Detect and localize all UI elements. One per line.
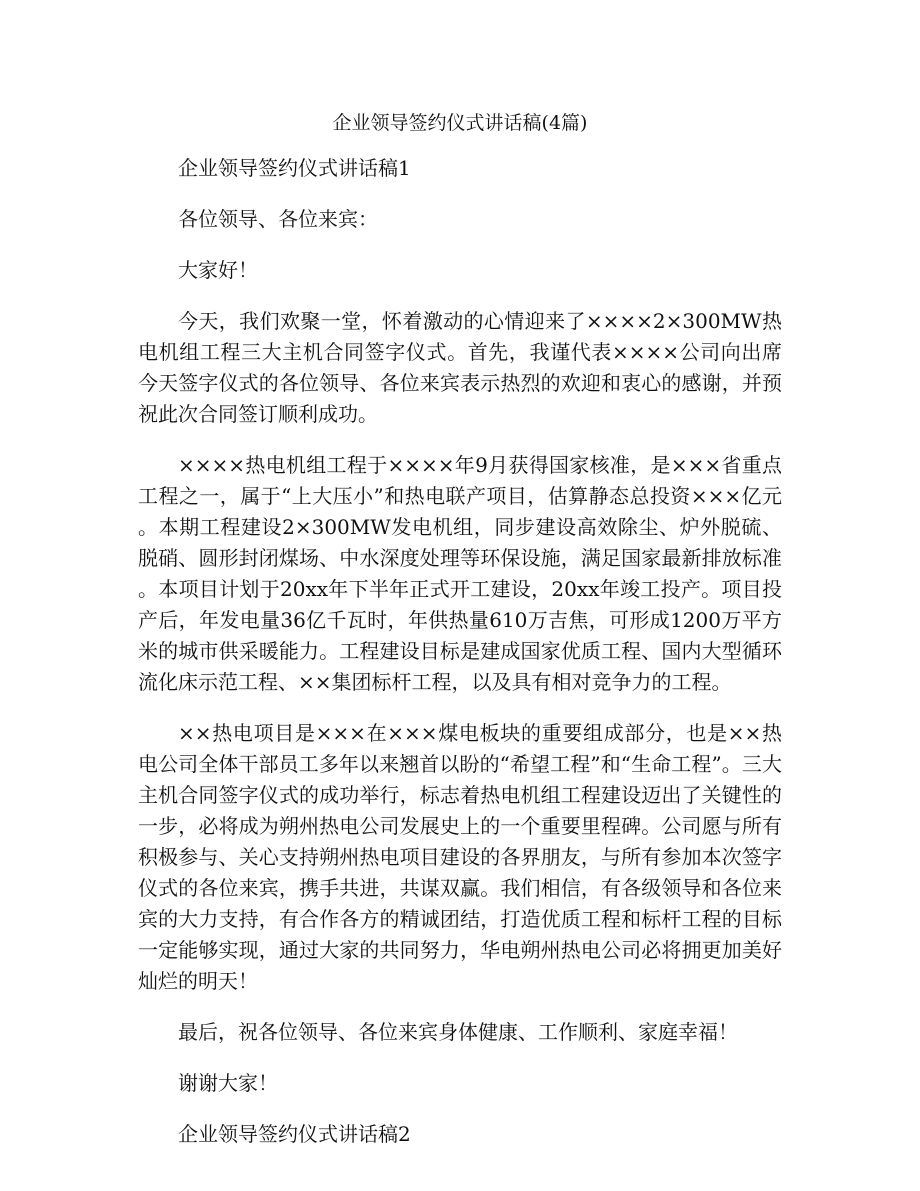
- greeting: 大家好！: [178, 258, 258, 282]
- paragraph-significance: ××热电项目是×××在×××煤电板块的重要组成部分，也是××热电公司全体干部员工多年以来翘首以盼的“希望工程”和“生命工程”。三大主机合同签字仪式的成功举行，标志着热电机组工程建设迈出了关键性的一步，必将成为朔州热电公司发展史上的一个重要里程碑。公司愿与所有积极参与、关心支持朔州热电项目建设的各界朋友，与所有参加本次签字仪式的各位来宾，携手共进，共谋双赢。我们相信，有各级领导和各位来宾的大力支持，有合作各方的精诚团结，打造优质工程和标杆工程的目标一定能够实现，通过大家的共同努力，华电朔州热电公司必将拥更加美好灿烂的明天！: [138, 721, 782, 993]
- paragraph-closing-wishes: 最后，祝各位领导、各位来宾身体健康、工作顺利、家庭幸福！: [178, 1020, 738, 1044]
- paragraph-thanks: 谢谢大家！: [178, 1071, 278, 1095]
- section-heading-1: 企业领导签约仪式讲话稿1: [178, 156, 411, 180]
- paragraph-opening: 今天，我们欢聚一堂，怀着激动的心情迎来了××××2×300MW热电机组工程三大主机合同签字仪式。首先，我谨代表××××公司向出席今天签字仪式的各位领导、各位来宾表示热烈的欢迎和衷心的感谢，并预祝此次合同签订顺利成功。: [138, 309, 782, 426]
- document-title: 企业领导签约仪式讲话稿(4篇): [332, 112, 588, 134]
- paragraph-project-overview: ××××热电机组工程于××××年9月获得国家核准，是×××省重点工程之一，属于“上大压小”和热电联产项目，估算静态总投资×××亿元。本期工程建设2×300MW发电机组，同步建设高效除尘、炉外脱硫、脱硝、圆形封闭煤场、中水深度处理等环保设施，满足国家最新排放标准。本项目计划于20xx年下半年正式开工建设，20xx年竣工投产。项目投产后，年发电量36亿千瓦时，年供热量610万吉焦，可形成1200万平方米的城市供采暖能力。工程建设目标是建成国家优质工程、国内大型循环流化床示范工程、××集团标杆工程，以及具有相对竞争力的工程。: [138, 453, 782, 694]
- document-body: [138, 153, 782, 1170]
- salutation: 各位领导、各位来宾：: [178, 207, 378, 231]
- section-heading-2: 企业领导签约仪式讲话稿2: [178, 1122, 411, 1146]
